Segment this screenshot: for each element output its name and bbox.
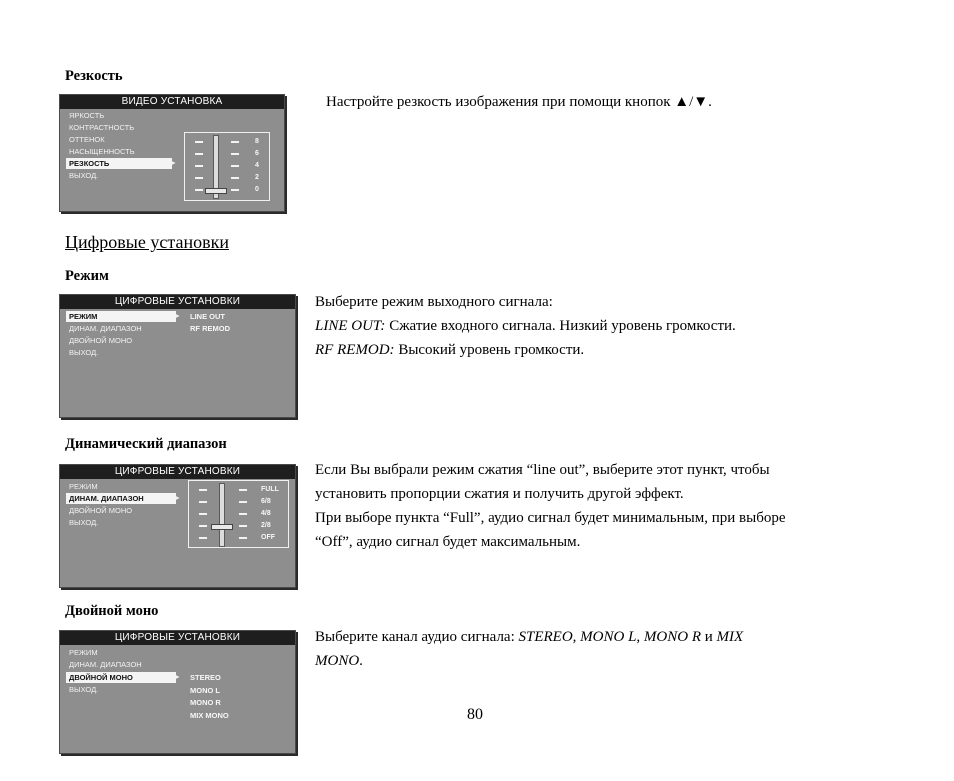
menu-title: ВИДЕО УСТАНОВКА — [60, 95, 284, 109]
scale-label: 6 — [255, 150, 259, 157]
mode-heading: Режим — [65, 268, 109, 284]
menu-item-dual-mono[interactable]: ДВОЙНОЙ МОНО — [69, 336, 133, 345]
option-line-out[interactable]: LINE OUT — [190, 312, 225, 321]
scale-tick — [195, 189, 203, 191]
submenu-arrow-icon: ► — [174, 674, 181, 681]
scale-label: 6/8 — [261, 498, 271, 505]
menu-item-saturation[interactable]: НАСЫЩЕННОСТЬ — [69, 147, 135, 156]
menu-item-dynamic-range[interactable]: ДИНАМ. ДИАПАЗОН — [66, 493, 176, 504]
dual-mono-mono: MONO — [315, 653, 360, 669]
menu-item-dynamic-range[interactable]: ДИНАМ. ДИАПАЗОН — [69, 324, 142, 333]
scale-tick — [239, 489, 247, 491]
dynamic-line-2: установить пропорции сжатия и получить другой эффект. — [315, 486, 684, 502]
option-mix-mono[interactable]: MIX MONO — [190, 711, 229, 720]
dynamic-line-1: Если Вы выбрали режим сжатия “line out”, выберите этот пункт, чтобы — [315, 462, 770, 478]
menu-item-exit[interactable]: ВЫХОД. — [69, 171, 99, 180]
dynamic-range-slider[interactable] — [188, 480, 289, 548]
dual-mono-period: . — [359, 653, 363, 669]
scale-tick — [199, 537, 207, 539]
scale-label: OFF — [261, 534, 275, 541]
slider-thumb[interactable] — [211, 524, 233, 530]
digital-settings-menu-dynamic — [59, 464, 296, 588]
submenu-arrow-icon: ► — [174, 313, 181, 320]
dual-mono-mix: MIX — [716, 629, 744, 645]
menu-item-hue[interactable]: ОТТЕНОК — [69, 135, 105, 144]
menu-title: ЦИФРОВЫЕ УСТАНОВКИ — [60, 465, 295, 479]
digital-settings-menu-dual-mono — [59, 630, 296, 754]
scale-tick — [199, 489, 207, 491]
line-out-text: Сжатие входного сигнала. Низкий уровень громкости. — [385, 318, 736, 334]
menu-item-dual-mono[interactable]: ДВОЙНОЙ МОНО — [69, 506, 133, 515]
scale-label: 4/8 — [261, 510, 271, 517]
dual-mono-conjunction: и — [701, 629, 717, 645]
mode-description — [315, 290, 736, 362]
menu-title: ЦИФРОВЫЕ УСТАНОВКИ — [60, 295, 295, 309]
dynamic-line-4: “Off”, аудио сигнал будет максимальным. — [315, 534, 581, 550]
dynamic-range-description — [315, 458, 786, 554]
scale-tick — [231, 141, 239, 143]
menu-item-mode[interactable]: РЕЖИМ — [69, 482, 98, 491]
section-title: Цифровые установки — [65, 232, 229, 252]
digital-settings-menu-mode — [59, 294, 296, 418]
menu-item-mode[interactable]: РЕЖИМ — [66, 311, 176, 322]
scale-tick — [195, 177, 203, 179]
menu-item-dual-mono[interactable]: ДВОЙНОЙ МОНО — [66, 672, 176, 683]
submenu-arrow-icon: ► — [174, 495, 181, 502]
mode-line-1: Выберите режим выходного сигнала: — [315, 294, 553, 310]
line-out-label: LINE OUT: — [315, 318, 386, 334]
scale-label: 2 — [255, 174, 259, 181]
mode-line-2 — [315, 314, 736, 338]
dual-mono-description — [315, 625, 743, 673]
submenu-arrow-icon: ► — [170, 160, 177, 167]
menu-item-sharpness[interactable]: РЕЗКОСТЬ — [66, 158, 172, 169]
scale-tick — [231, 165, 239, 167]
mode-line-3 — [315, 338, 736, 362]
scale-label: FULL — [261, 486, 279, 493]
dual-mono-text: Выберите канал аудио сигнала: — [315, 629, 519, 645]
scale-tick — [195, 141, 203, 143]
option-mono-r[interactable]: MONO R — [190, 698, 221, 707]
dynamic-range-heading: Динамический диапазон — [65, 436, 227, 452]
scale-tick — [199, 525, 207, 527]
menu-item-exit[interactable]: ВЫХОД. — [69, 685, 99, 694]
scale-tick — [195, 165, 203, 167]
dual-mono-line-2 — [315, 649, 743, 673]
sharpness-description: Настройте резкость изображения при помощи кнопок ▲/▼. — [326, 94, 712, 110]
scale-tick — [239, 537, 247, 539]
option-mono-l[interactable]: MONO L — [190, 686, 220, 695]
scale-tick — [199, 501, 207, 503]
page-number: 80 — [467, 706, 483, 723]
menu-title: ЦИФРОВЫЕ УСТАНОВКИ — [60, 631, 295, 645]
dual-mono-line-1 — [315, 625, 743, 649]
menu-item-exit[interactable]: ВЫХОД. — [69, 348, 99, 357]
scale-tick — [239, 525, 247, 527]
scale-tick — [195, 153, 203, 155]
scale-tick — [231, 177, 239, 179]
scale-tick — [231, 153, 239, 155]
scale-label: 2/8 — [261, 522, 271, 529]
menu-item-mode[interactable]: РЕЖИМ — [69, 648, 98, 657]
slider-rail — [219, 483, 225, 547]
sharpness-slider[interactable] — [184, 132, 270, 201]
dynamic-line-3: При выборе пункта “Full”, аудио сигнал будет минимальным, при выборе — [315, 510, 786, 526]
menu-item-brightness[interactable]: ЯРКОСТЬ — [69, 111, 105, 120]
slider-thumb[interactable] — [205, 188, 227, 194]
menu-item-contrast[interactable]: КОНТРАСТНОСТЬ — [69, 123, 135, 132]
menu-item-exit[interactable]: ВЫХОД. — [69, 518, 99, 527]
scale-tick — [239, 501, 247, 503]
rf-remod-text: Высокий уровень громкости. — [394, 342, 585, 358]
scale-tick — [199, 513, 207, 515]
scale-label: 8 — [255, 138, 259, 145]
option-rf-remod[interactable]: RF REMOD — [190, 324, 230, 333]
scale-label: 4 — [255, 162, 259, 169]
scale-label: 0 — [255, 186, 259, 193]
menu-item-dynamic-range[interactable]: ДИНАМ. ДИАПАЗОН — [69, 660, 142, 669]
rf-remod-label: RF REMOD: — [315, 342, 395, 358]
scale-tick — [239, 513, 247, 515]
option-stereo[interactable]: STEREO — [190, 673, 221, 682]
sharpness-heading: Резкость — [65, 68, 123, 84]
dual-mono-channels: STEREO, MONO L, MONO R — [518, 629, 702, 645]
dual-mono-heading: Двойной моно — [65, 603, 159, 619]
video-settings-menu — [59, 94, 285, 212]
scale-tick — [231, 189, 239, 191]
